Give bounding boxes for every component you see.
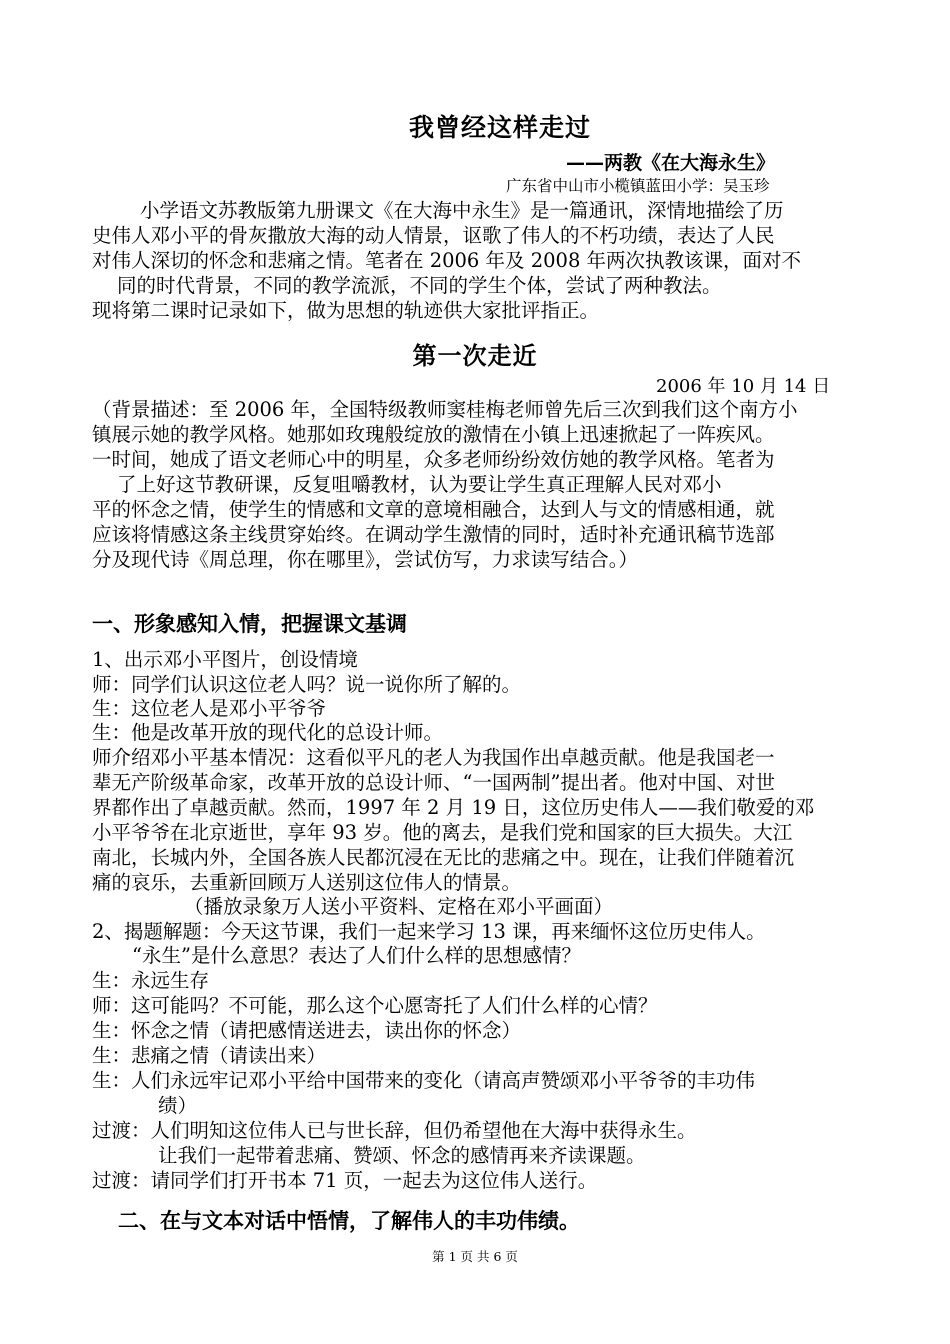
document-subtitle: ——两教《在大海永生》 <box>566 152 776 174</box>
body-line: 绩） <box>158 1094 198 1117</box>
body-line: 生：永远生存 <box>92 969 210 992</box>
body-line: 痛的哀乐，去重新回顾万人送别这位伟人的情景。 <box>92 871 522 894</box>
section-heading-1: 一、形象感知入情，把握课文基调 <box>92 612 407 636</box>
section-title: 第一次走近 <box>412 342 538 370</box>
body-line: 师：这可能吗？不可能，那么这个心愿寄托了人们什么样的心情？ <box>92 994 658 1017</box>
body-line: （播放录象万人送小平资料、定格在邓小平画面） <box>184 895 614 918</box>
body-line: “永生”是什么意思？表达了人们什么样的思想感情？ <box>132 944 581 967</box>
background-line: 一时间，她成了语文老师心中的明星，众多老师纷纷效仿她的教学风格。笔者为 <box>92 448 775 471</box>
body-line: 过渡：人们明知这位伟人已与世长辞，但仍希望他在大海中获得永生。 <box>92 1119 697 1142</box>
body-line: 界都作出了卓越贡献。然而，1997 年 2 月 19 日，这位历史伟人——我们敬爱的邓 <box>92 796 815 819</box>
body-line: 生：他是改革开放的现代化的总设计师。 <box>92 721 444 744</box>
intro-line: 小学语文苏教版第九册课文《在大海中永生》是一篇通讯，深情地描绘了历 <box>140 199 784 222</box>
background-line: （背景描述：至 2006 年，全国特级教师窦桂梅老师曾先后三次到我们这个南方小 <box>92 398 798 421</box>
author-line: 广东省中山市小榄镇蓝田小学：吴玉珍 <box>506 177 770 195</box>
background-line: 分及现代诗《周总理，你在哪里》，尝试仿写，力求读写结合。） <box>92 548 639 571</box>
background-line: 应该将情感这条主线贯穿始终。在调动学生激情的同时，适时补充通讯稿节选部 <box>92 523 775 546</box>
background-line: 镇展示她的教学风格。她那如玫瑰般绽放的激情在小镇上迅速掀起了一阵疾风。 <box>92 423 775 446</box>
intro-line: 同的时代背景，不同的教学流派，不同的学生个体，尝试了两种教法。 <box>117 274 722 297</box>
date-line: 2006 年 10 月 14 日 <box>656 376 831 397</box>
body-line: 南北，长城内外，全国各族人民都沉浸在无比的悲痛之中。现在，让我们伴随着沉 <box>92 846 795 869</box>
body-line: 小平爷爷在北京逝世，享年 93 岁。他的离去，是我们党和国家的巨大损失。大江 <box>92 821 793 844</box>
background-line: 了上好这节教研课，反复咀嚼教材，认为要让学生真正理解人民对邓小 <box>117 473 722 496</box>
intro-line: 现将第二课时记录如下，做为思想的轨迹供大家批评指正。 <box>92 299 600 322</box>
section-heading-2: 二、在与文本对话中悟情，了解伟人的丰功伟绩。 <box>118 1209 580 1233</box>
document-title: 我曾经这样走过 <box>408 113 591 142</box>
page-footer: 第 1 页 共 6 页 <box>432 1249 518 1264</box>
intro-line: 史伟人邓小平的骨灰撒放大海的动人情景，讴歌了伟人的不朽功绩，表达了人民 <box>92 224 775 247</box>
body-line: 辈无产阶级革命家，改革开放的总设计师、“一国两制”提出者。他对中国、对世 <box>92 771 775 794</box>
background-line: 平的怀念之情，使学生的情感和文章的意境相融合，达到人与文的情感相通，就 <box>92 498 775 521</box>
body-line: 1、出示邓小平图片，创设情境 <box>92 648 358 671</box>
body-line: 师：同学们认识这位老人吗？说一说你所了解的。 <box>92 673 522 696</box>
body-line: 生：怀念之情（请把感情送进去，读出你的怀念） <box>92 1019 522 1042</box>
body-line: 生：这位老人是邓小平爷爷 <box>92 697 327 720</box>
intro-line: 对伟人深切的怀念和悲痛之情。笔者在 2006 年及 2008 年两次执教该课，面对不 <box>92 249 802 272</box>
body-line: 生：人们永远牢记邓小平给中国带来的变化（请高声赞颂邓小平爷爷的丰功伟 <box>92 1069 756 1092</box>
body-line: 生：悲痛之情（请读出来） <box>92 1044 327 1067</box>
body-line: 过渡：请同学们打开书本 71 页，一起去为这位伟人送行。 <box>92 1169 598 1192</box>
body-line: 让我们一起带着悲痛、赞颂、怀念的感情再来齐读课题。 <box>158 1144 646 1167</box>
body-line: 2、揭题解题：今天这节课，我们一起来学习 13 课，再来缅怀这位历史伟人。 <box>92 920 766 943</box>
body-line: 师介绍邓小平基本情况：这看似平凡的老人为我国作出卓越贡献。他是我国老一 <box>92 746 775 769</box>
